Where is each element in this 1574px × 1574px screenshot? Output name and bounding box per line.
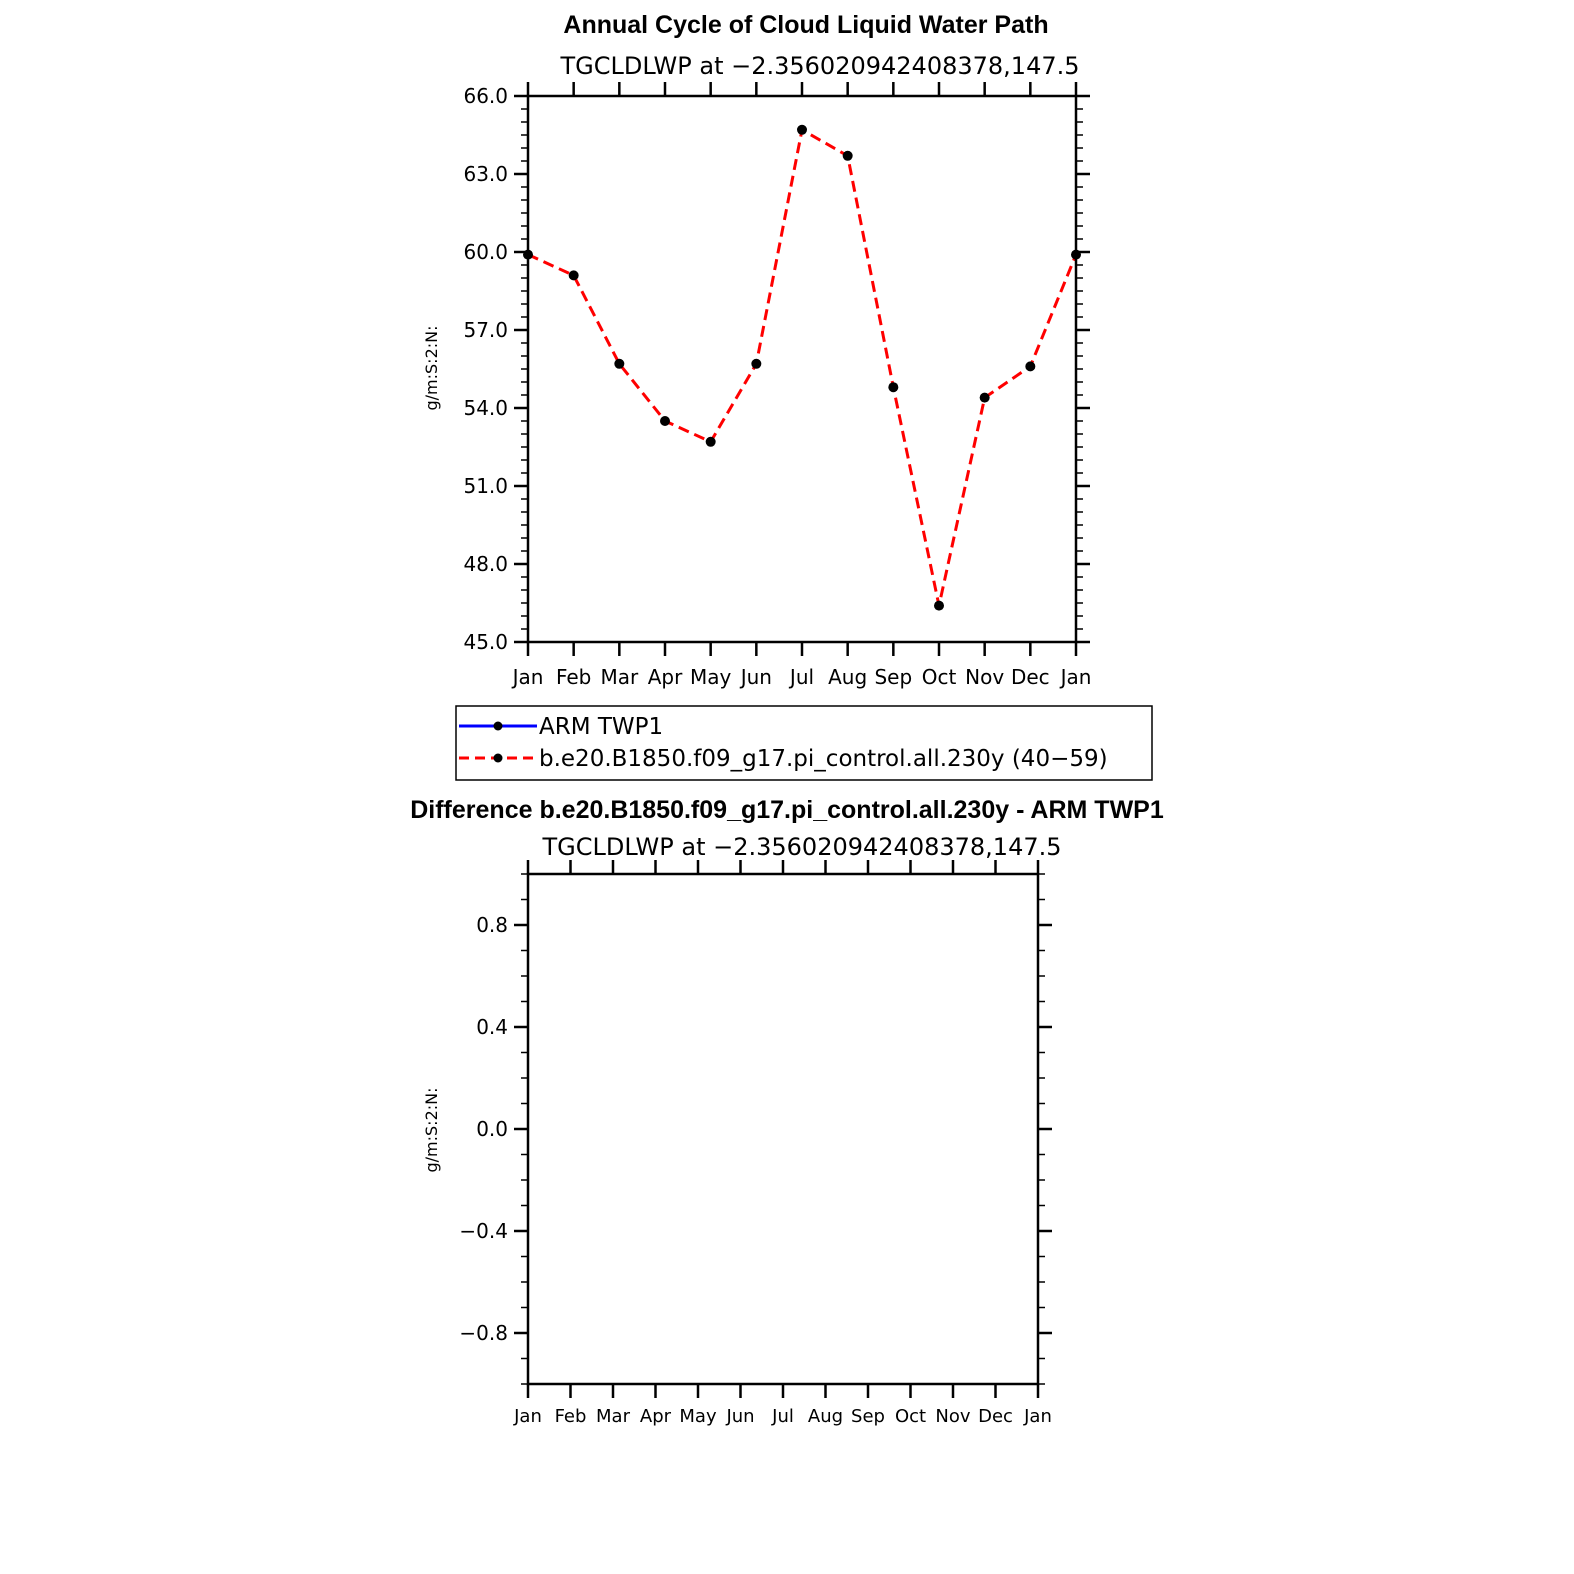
major-ticks <box>514 860 1052 1398</box>
legend-marker-obs <box>494 722 503 731</box>
y-tick-label: 0.0 <box>476 1117 508 1141</box>
x-tick-label: Jul <box>772 1406 794 1427</box>
legend <box>456 706 1152 780</box>
x-tick-label: Sep <box>874 665 913 689</box>
x-tick-label: Jul <box>789 665 815 689</box>
legend-label-obs: ARM TWP1 <box>539 714 664 740</box>
y-tick-label: 48.0 <box>463 552 508 576</box>
x-tick-labels <box>513 1406 1052 1427</box>
x-tick-label: Jun <box>740 665 772 689</box>
y-tick-label: −0.4 <box>459 1219 508 1243</box>
y-tick-labels <box>463 84 508 654</box>
y-tick-label: 57.0 <box>463 318 508 342</box>
legend-marker-model <box>494 754 503 763</box>
data-point <box>843 151 853 161</box>
chart-subtitle: TGCLDLWP at −2.356020942408378,147.5 <box>560 52 1080 80</box>
minor-ticks <box>521 109 1083 629</box>
data-point <box>751 359 761 369</box>
difference-panel <box>410 796 1164 1427</box>
x-tick-label: Feb <box>555 665 592 689</box>
y-tick-label: 51.0 <box>463 474 508 498</box>
x-tick-label: Jan <box>512 665 544 689</box>
difference-title: Difference b.e20.B1850.f09_g17.pi_control.all.230y - ARM TWP1 <box>410 796 1164 824</box>
x-tick-label: Oct <box>921 665 957 689</box>
data-point <box>706 437 716 447</box>
x-tick-label: Sep <box>851 1406 885 1427</box>
difference-subtitle: TGCLDLWP at −2.356020942408378,147.5 <box>542 833 1062 861</box>
data-point <box>934 601 944 611</box>
data-point <box>797 125 807 135</box>
x-tick-label: Apr <box>647 665 683 689</box>
y-tick-label: 54.0 <box>463 396 508 420</box>
x-tick-label: Mar <box>596 1406 630 1427</box>
x-tick-label: Aug <box>807 1406 844 1427</box>
chart-title: Annual Cycle of Cloud Liquid Water Path <box>563 11 1049 39</box>
x-tick-label: Nov <box>965 665 1005 689</box>
y-tick-label: 0.8 <box>476 913 508 937</box>
x-tick-label: Feb <box>554 1406 587 1427</box>
y-tick-label: 63.0 <box>463 162 508 186</box>
plot-series <box>523 125 1081 611</box>
y-tick-label: 45.0 <box>463 630 508 654</box>
x-tick-label: Jan <box>1060 665 1092 689</box>
y-tick-labels <box>459 913 508 1345</box>
x-tick-labels <box>511 665 1092 689</box>
x-tick-label: Aug <box>828 665 868 689</box>
data-point <box>980 393 990 403</box>
major-ticks <box>514 82 1090 656</box>
data-point <box>1025 361 1035 371</box>
data-point <box>660 416 670 426</box>
data-point <box>888 382 898 392</box>
x-tick-label: Jan <box>1024 1406 1052 1427</box>
y-tick-label: −0.8 <box>459 1321 508 1345</box>
x-tick-label: May <box>689 665 732 689</box>
x-tick-label: Mar <box>600 665 639 689</box>
difference-y-axis-label: g/m:S:2:N: <box>422 1087 441 1173</box>
x-tick-label: Dec <box>978 1406 1013 1427</box>
annual-cycle-panel <box>422 11 1091 689</box>
series-line <box>528 130 1076 606</box>
y-tick-label: 66.0 <box>463 84 508 108</box>
y-tick-label: 0.4 <box>476 1015 508 1039</box>
x-tick-label: Jun <box>726 1406 755 1427</box>
x-tick-label: Jan <box>514 1406 542 1427</box>
x-tick-label: Nov <box>935 1406 971 1427</box>
minor-ticks <box>521 874 1045 1384</box>
x-tick-label: Dec <box>1010 665 1050 689</box>
legend-label-model: b.e20.B1850.f09_g17.pi_control.all.230y (40−59) <box>539 746 1108 772</box>
x-tick-label: May <box>679 1406 717 1427</box>
data-point <box>614 359 624 369</box>
y-tick-label: 60.0 <box>463 240 508 264</box>
x-tick-label: Apr <box>639 1406 672 1427</box>
plot-frame <box>528 96 1076 642</box>
x-tick-label: Oct <box>894 1406 927 1427</box>
plot-frame <box>528 874 1038 1384</box>
y-axis-label: g/m:S:2:N: <box>422 325 441 411</box>
data-point <box>569 270 579 280</box>
